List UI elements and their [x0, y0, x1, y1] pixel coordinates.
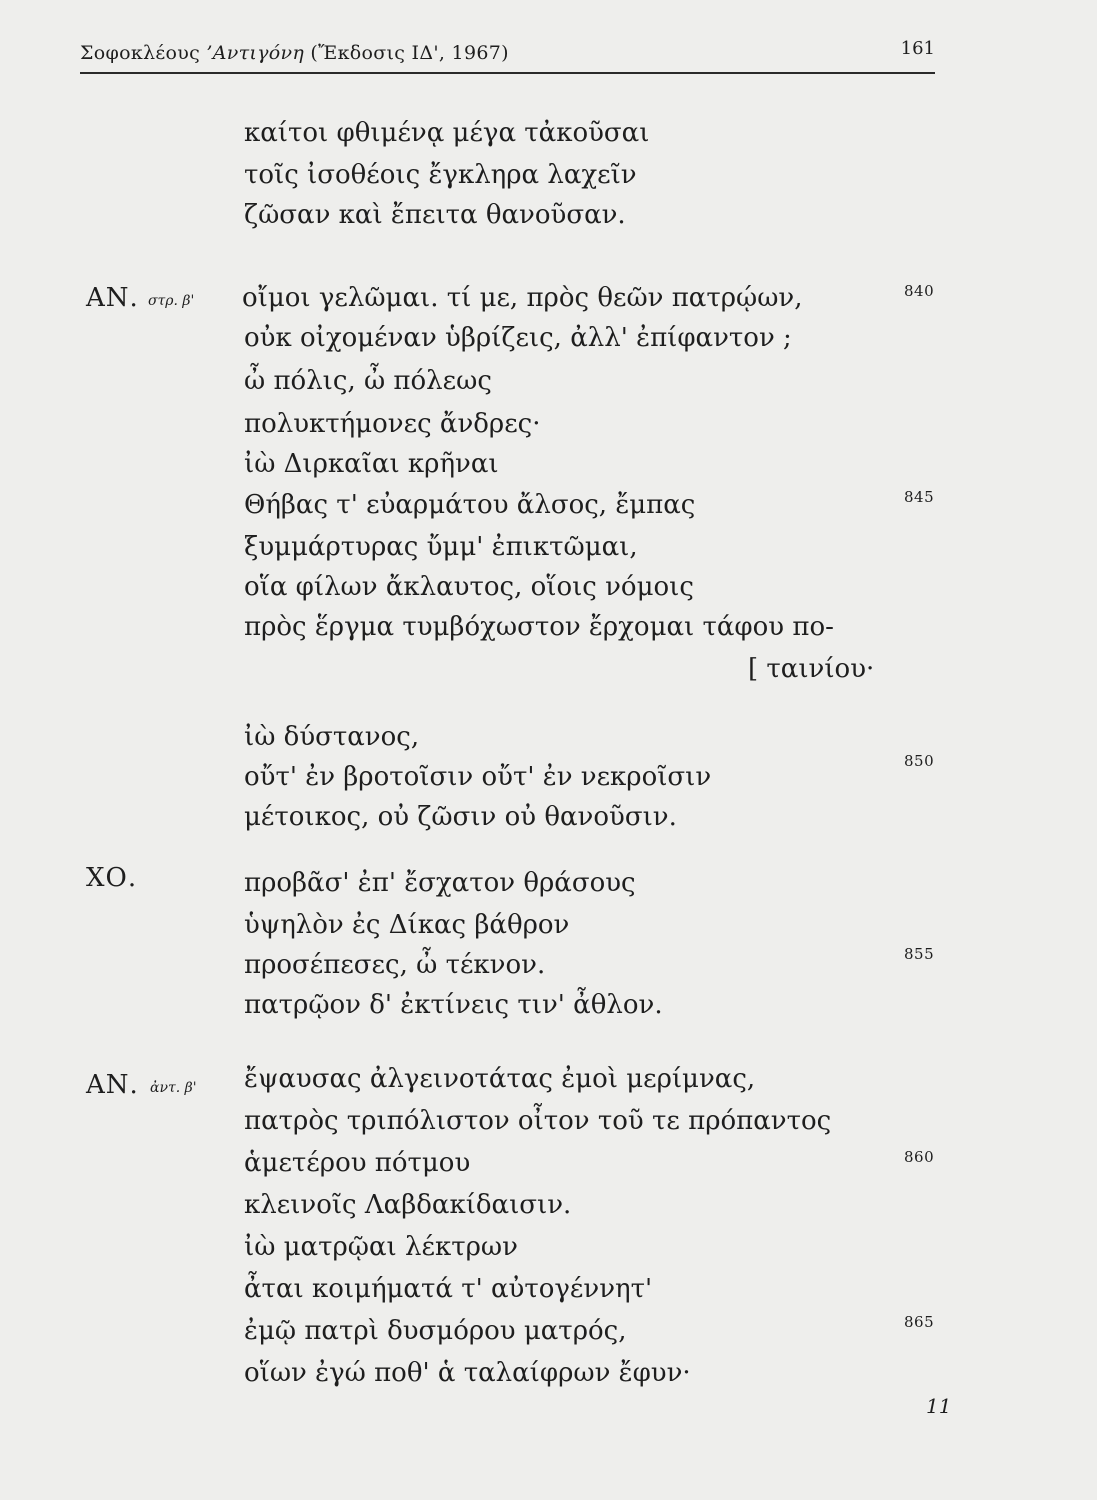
page-number: 161 [900, 38, 935, 59]
verse-line: καίτοι φθιμένᾳ μέγα τἀκοῦσαι [244, 118, 650, 148]
line-number-840: 840 [904, 282, 935, 300]
verse-line-continuation: [ ταινίου· [748, 654, 875, 684]
speaker-antigone-1: ΑΝ. [86, 283, 139, 313]
verse-line: οἴμοι γελῶμαι. τί με, πρὸς θεῶν πατρῴων, [242, 283, 803, 313]
verse-line: ἐμῷ πατρὶ δυσμόρου ματρός, [244, 1316, 627, 1346]
speaker-chorus: ΧΟ. [86, 863, 138, 893]
verse-line: ἰὼ Διρκαῖαι κρῆναι [244, 449, 499, 479]
verse-line: ἰὼ ματρῷαι λέκτρων [244, 1232, 518, 1262]
verse-line: ἰὼ δύστανος, [244, 722, 420, 752]
verse-line: κλεινοῖς Λαβδακίδαισιν. [244, 1190, 572, 1220]
antistrophe-marker: ἀντ. β' [150, 1080, 197, 1096]
verse-line: προσέπεσες, ὦ τέκνον. [244, 950, 546, 980]
verse-line: πατρῷον δ' ἐκτίνεις τιν' ἆθλον. [244, 990, 663, 1020]
verse-line: ζῶσαν καὶ ἔπειτα θανοῦσαν. [244, 200, 626, 230]
verse-line: οἵων ἐγώ ποθ' ἁ ταλαίφρων ἔφυν· [244, 1358, 691, 1388]
verse-line: ἆται κοιμήματά τ' αὐτογέννητ' [244, 1274, 653, 1304]
verse-line: ὦ πόλις, ὦ πόλεως [244, 366, 492, 396]
line-number-860: 860 [904, 1148, 935, 1166]
verse-line: μέτοικος, οὐ ζῶσιν οὐ θανοῦσιν. [244, 802, 677, 832]
line-number-855: 855 [904, 945, 935, 963]
verse-line: Θήβας τ' εὐαρμάτου ἄλσος, ἔμπας [244, 490, 696, 520]
signature-mark: 11 [926, 1394, 952, 1418]
verse-line: ἁμετέρου πότμου [244, 1148, 471, 1178]
header-author: Σοφοκλέους [80, 42, 201, 64]
header-work: ’Αντιγόνη [206, 42, 305, 64]
header-title [80, 42, 509, 64]
speaker-antigone-2: ΑΝ. [86, 1070, 139, 1100]
running-header [80, 36, 935, 74]
verse-line: οὐκ οἰχομέναν ὑβρίζεις, ἀλλ' ἐπίφαντον ; [244, 323, 792, 353]
verse-line: ὑψηλὸν ἐς Δίκας βάθρον [244, 910, 570, 940]
line-number-845: 845 [904, 488, 935, 506]
verse-line: τοῖς ἰσοθέοις ἔγκληρα λαχεῖν [244, 160, 637, 190]
verse-line: οἵα φίλων ἄκλαυτος, οἵοις νόμοις [244, 572, 694, 602]
verse-line: προβᾶσ' ἐπ' ἔσχατον θράσους [244, 868, 636, 898]
verse-line: ἔψαυσας ἀλγεινοτάτας ἐμοὶ μερίμνας, [244, 1064, 756, 1094]
verse-line: πατρὸς τριπόλιστον οἶτον τοῦ τε πρόπαντος [244, 1106, 832, 1136]
verse-line: οὔτ' ἐν βροτοῖσιν οὔτ' ἐν νεκροῖσιν [244, 762, 712, 792]
strophe-marker: στρ. β' [148, 293, 195, 309]
line-number-865: 865 [904, 1313, 935, 1331]
verse-line: πρὸς ἕργμα τυμβόχωστον ἔρχομαι τάφου πο- [244, 612, 834, 642]
line-number-850: 850 [904, 752, 935, 770]
verse-line: ξυμμάρτυρας ὔμμ' ἐπικτῶμαι, [244, 532, 638, 562]
header-edition: (Ἔκδοσις ΙΔ', 1967) [310, 42, 509, 64]
verse-line: πολυκτήμονες ἄνδρες· [244, 409, 541, 439]
